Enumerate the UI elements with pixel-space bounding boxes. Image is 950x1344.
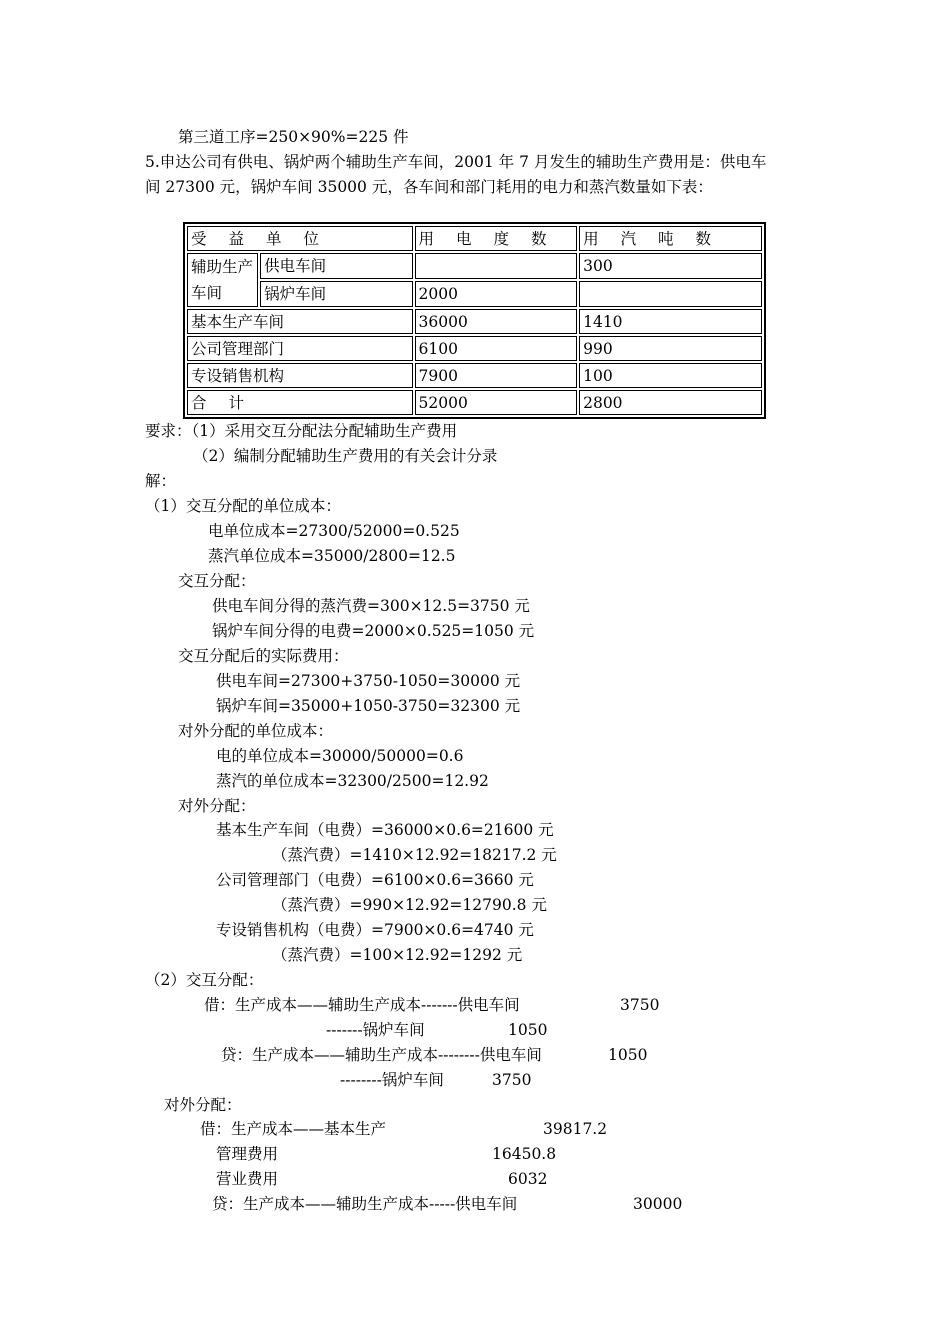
external-line-5: 专设销售机构（电费）=7900×0.6=4740 元 [216, 921, 534, 939]
exchange-line-2: 锅炉车间分得的电费=2000×0.525=1050 元 [212, 622, 535, 640]
table-row [187, 253, 762, 279]
cell-unit: 公司管理部门 [187, 336, 413, 361]
table-row [187, 309, 762, 334]
cell-unit: 专设销售机构 [187, 363, 413, 388]
journal-amount-2: 1050 [508, 1021, 548, 1039]
cell-unit: 合 计 [187, 390, 413, 415]
journal-amount-3: 1050 [608, 1046, 648, 1064]
intro-line-3: 间 27300 元，锅炉车间 35000 元，各车间和部门耗用的电力和蒸汽数量如下表： [145, 178, 713, 196]
cell-unit: 锅炉车间 [260, 281, 412, 307]
external-unit-2: 蒸汽的单位成本=32300/2500=12.92 [216, 772, 489, 790]
external-line-1: 基本生产车间（电费）=36000×0.6=21600 元 [216, 821, 554, 839]
intro-line-2: 5.申达公司有供电、锅炉两个辅助生产车间，2001 年 7 月发生的辅助生产费用是：供电车 [145, 153, 767, 171]
cell-steam: 100 [579, 363, 762, 388]
cell-steam [579, 281, 762, 307]
requirement-1: 要求：（1）采用交互分配法分配辅助生产费用 [145, 422, 458, 440]
actual-cost-title: 交互分配后的实际费用： [178, 647, 349, 665]
external-title: 对外分配： [178, 797, 256, 815]
table-total-row [187, 390, 762, 415]
external-line-2: （蒸汽费）=1410×12.92=18217.2 元 [272, 846, 557, 864]
entry-amount-2: 16450.8 [492, 1145, 557, 1163]
solution-label: 解： [145, 472, 177, 490]
journal-amount-4: 3750 [492, 1071, 532, 1089]
part-1-title: （1）交互分配的单位成本： [145, 497, 341, 515]
aux-group-cell: 辅助生产车间 [187, 253, 258, 307]
requirement-2: （2）编制分配辅助生产费用的有关会计分录 [193, 447, 498, 465]
header-unit: 受 益 单 位 [187, 226, 413, 251]
cell-unit: 基本生产车间 [187, 309, 413, 334]
actual-cost-1: 供电车间=27300+3750-1050=30000 元 [216, 672, 521, 690]
cell-power: 6100 [415, 336, 578, 361]
entry-amount-4: 30000 [633, 1195, 683, 1213]
external-line-4: （蒸汽费）=990×12.92=12790.8 元 [272, 896, 547, 914]
journal-line-2: -------锅炉车间 [326, 1021, 425, 1039]
table-row [187, 336, 762, 361]
exchange-line-1: 供电车间分得的蒸汽费=300×12.5=3750 元 [212, 597, 530, 615]
external-unit-1: 电的单位成本=30000/50000=0.6 [216, 747, 464, 765]
table-header-row [187, 226, 762, 251]
external-line-3: 公司管理部门（电费）=6100×0.6=3660 元 [216, 871, 534, 889]
actual-cost-2: 锅炉车间=35000+1050-3750=32300 元 [216, 697, 521, 715]
cell-power: 36000 [415, 309, 578, 334]
entry-line-2: 管理费用 [216, 1145, 279, 1163]
header-steam: 用 汽 吨 数 [579, 226, 762, 251]
cell-power: 7900 [415, 363, 578, 388]
intro-line-1: 第三道工序=250×90%=225 件 [178, 128, 409, 146]
external-line-6: （蒸汽费）=100×12.92=1292 元 [272, 946, 523, 964]
cell-steam: 990 [579, 336, 762, 361]
cell-power: 2000 [415, 281, 578, 307]
consumption-table [183, 222, 766, 419]
header-power: 用 电 度 数 [415, 226, 578, 251]
journal-line-4: --------锅炉车间 [340, 1071, 444, 1089]
unit-cost-power: 电单位成本=27300/52000=0.525 [208, 522, 460, 540]
entry-amount-3: 6032 [508, 1170, 548, 1188]
cell-steam: 1410 [579, 309, 762, 334]
table-row [187, 281, 762, 307]
journal-line-1: 借：生产成本——辅助生产成本-------供电车间 [204, 996, 520, 1014]
unit-cost-steam: 蒸汽单位成本=35000/2800=12.5 [208, 547, 456, 565]
journal-line-3: 贷：生产成本——辅助生产成本--------供电车间 [221, 1046, 542, 1064]
cell-power: 52000 [415, 390, 578, 415]
journal-amount-1: 3750 [620, 996, 660, 1014]
part-2-title: （2）交互分配： [145, 971, 264, 989]
cell-steam: 300 [579, 253, 762, 279]
cell-unit: 供电车间 [260, 253, 412, 279]
exchange-title: 交互分配： [178, 572, 256, 590]
external-unit-title: 对外分配的单位成本： [178, 722, 334, 740]
entry-line-3: 营业费用 [216, 1170, 279, 1188]
entry-amount-1: 39817.2 [543, 1120, 608, 1138]
cell-power [415, 253, 578, 279]
cell-steam: 2800 [579, 390, 762, 415]
external-entry-title: 对外分配： [164, 1096, 242, 1114]
entry-line-1: 借：生产成本——基本生产 [200, 1120, 387, 1138]
entry-line-4: 贷：生产成本——辅助生产成本-----供电车间 [212, 1195, 518, 1213]
table-row [187, 363, 762, 388]
